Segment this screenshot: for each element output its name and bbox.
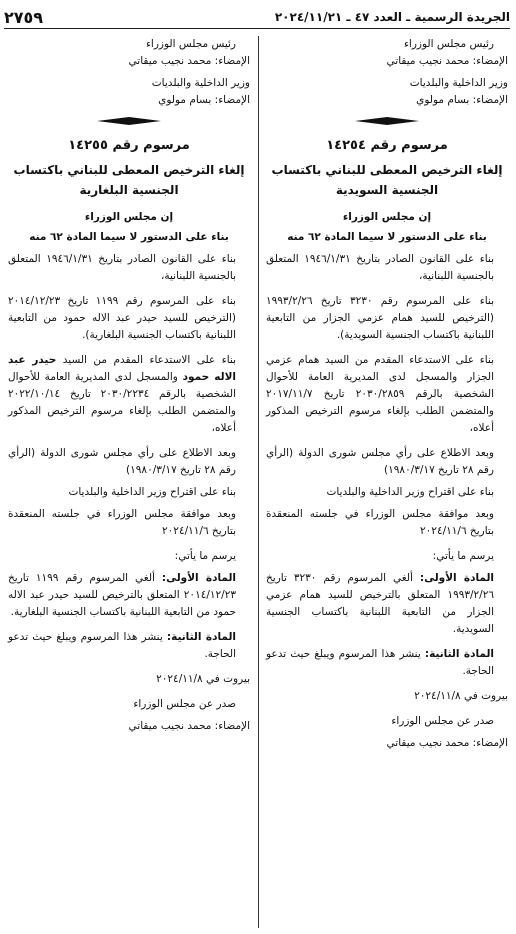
constitution-heading: بناء على الدستور لا سيما المادة ٦٢ منه xyxy=(287,230,487,243)
decree-14255-column xyxy=(8,36,250,735)
section-separator xyxy=(97,117,161,125)
decree-14254-column xyxy=(266,36,508,752)
page-number: ٢٧٥٩ xyxy=(4,7,44,27)
pm-title: رئيس مجلس الوزراء xyxy=(403,38,494,50)
article-1 xyxy=(8,570,250,621)
decree-subtitle xyxy=(8,160,250,201)
article-1 xyxy=(266,570,508,638)
place-date: بيروت في ٢٠٢٤/١١/٨ xyxy=(156,672,250,685)
recital-proposal: بناء على اقتراح وزير الداخلية والبلديات xyxy=(68,485,236,498)
decree-subtitle-line-2: الجنسية البلغارية xyxy=(79,183,179,198)
issued-by: صدر عن مجلس الوزراء xyxy=(133,697,236,710)
pm-signature: الإمضاء: محمد نجيب ميقاتي xyxy=(128,55,250,67)
decree-subtitle-line-1: إلغاء الترخيص المعطى للبناني باكتساب xyxy=(271,163,503,178)
recital-petition-part-2: والمسجل لدى المديرية العامة للأحوال الشخصية بالرقم ٢٠٣٠/٢٢٣٤ تاريخ ٢٠٢٢/١٠/١٤ والمتضمن الطلب بإلغاء مرسوم الترخيص المذكور أعلاه، xyxy=(8,370,236,434)
decree-title: مرسوم رقم ١٤٢٥٥ xyxy=(68,138,190,153)
article-2 xyxy=(266,646,508,680)
decree-formula: يرسم ما يأتي: xyxy=(174,549,236,562)
article-1-text: ألغي المرسوم رقم ٣٢٣٠ تاريخ ١٩٩٣/٢/٢٦ المتعلق بالترخيص للسيد همام عزمي الجزار من التابعية اللبنانية باكتساب الجنسية السويدية. xyxy=(266,571,494,635)
decree-formula: يرسم ما يأتي: xyxy=(432,549,494,562)
recital-decree: بناء على المرسوم رقم ٣٢٣٠ تاريخ ١٩٩٣/٢/٢٦ (الترخيص للسيد همام عزمي الجزار من التابعية اللبنانية باكتساب الجنسية السويدية). xyxy=(266,294,494,341)
publication-title: الجريدة الرسمية ـ العدد ٤٧ ـ ٢٠٢٤/١١/٢١ xyxy=(274,10,510,24)
recital-petition: بناء على الاستدعاء المقدم من السيد همام عزمي الجزار والمسجل لدى المديرية العامة للأحوال الشخصية بالرقم ٢٠٣٠/٢٨٥٩ تاريخ ٢٠١٧/١١/٧ والمتضمن الطلب بإلغاء مرسوم الترخيص المذكور أعلاه، xyxy=(266,353,494,434)
recital-petition xyxy=(8,352,250,437)
council-heading: إن مجلس الوزراء xyxy=(342,210,432,223)
recital-law: بناء على القانون الصادر بتاريخ ١٩٤٦/١/٣١ المتعلق بالجنسية اللبنانية، xyxy=(266,252,494,282)
recital-council-opinion: وبعد الاطلاع على رأي مجلس شورى الدولة (الرأي رقم ٢٨ تاريخ ١٩٨٠/٣/١٧) xyxy=(8,446,236,476)
issued-by: صدر عن مجلس الوزراء xyxy=(391,714,494,727)
article-1-label: المادة الأولى: xyxy=(161,571,236,584)
minister-signature: الإمضاء: بسام مولوي xyxy=(158,94,250,106)
minister-signature: الإمضاء: بسام مولوي xyxy=(416,94,508,106)
constitution-heading: بناء على الدستور لا سيما المادة ٦٢ منه xyxy=(29,230,229,243)
recital-approval: وبعد موافقة مجلس الوزراء في جلسته المنعقدة بتاريخ ٢٠٢٤/١١/٦ xyxy=(266,507,494,537)
recital-law: بناء على القانون الصادر بتاريخ ١٩٤٦/١/٣١ المتعلق بالجنسية اللبنانية، xyxy=(8,252,236,282)
pm-title: رئيس مجلس الوزراء xyxy=(145,38,236,50)
closing-signature: الإمضاء: محمد نجيب ميقاتي xyxy=(128,719,250,732)
recital-council-opinion: وبعد الاطلاع على رأي مجلس شورى الدولة (الرأي رقم ٢٨ تاريخ ١٩٨٠/٣/١٧) xyxy=(266,446,494,476)
article-2-label: المادة الثانية: xyxy=(166,630,236,643)
place-date: بيروت في ٢٠٢٤/١١/٨ xyxy=(414,689,508,702)
section-separator xyxy=(355,117,419,125)
decree-subtitle-line-1: إلغاء الترخيص المعطى للبناني باكتساب xyxy=(13,163,245,178)
minister-title: وزير الداخلية والبلديات xyxy=(151,77,250,89)
decree-subtitle-line-2: الجنسية السويدية xyxy=(335,183,439,198)
decree-subtitle xyxy=(266,160,508,201)
recital-petition-part-1: بناء على الاستدعاء المقدم من السيد xyxy=(56,353,236,366)
applicant-name: حيدر عبد الاله حمود xyxy=(8,353,236,383)
article-2-text: ينشر هذا المرسوم ويبلغ حيث تدعو الحاجة. xyxy=(8,630,236,660)
article-2-text: ينشر هذا المرسوم ويبلغ حيث تدعو الحاجة. xyxy=(266,647,494,677)
article-1-text: ألغي المرسوم رقم ١١٩٩ تاريخ ٢٠١٤/١٢/٢٣ المتعلق بالترخيص للسيد حيدر عبد الاله حمود من التابعية اللبنانية باكتساب الجنسية البلغارية. xyxy=(8,571,236,618)
recital-decree: بناء على المرسوم رقم ١١٩٩ تاريخ ٢٠١٤/١٢/٢٣ (الترخيص للسيد حيدر عبد الاله حمود من التابعية اللبنانية باكتساب الجنسية البلغارية). xyxy=(8,294,236,341)
article-2-label: المادة الثانية: xyxy=(424,647,494,660)
pm-signature: الإمضاء: محمد نجيب ميقاتي xyxy=(386,55,508,67)
article-2 xyxy=(8,629,250,663)
council-heading: إن مجلس الوزراء xyxy=(84,210,174,223)
closing-signature: الإمضاء: محمد نجيب ميقاتي xyxy=(386,736,508,749)
page-header xyxy=(4,6,510,29)
recital-approval: وبعد موافقة مجلس الوزراء في جلسته المنعقدة بتاريخ ٢٠٢٤/١١/٦ xyxy=(8,507,236,537)
minister-title: وزير الداخلية والبلديات xyxy=(409,77,508,89)
article-1-label: المادة الأولى: xyxy=(419,571,494,584)
column-divider xyxy=(258,36,259,928)
recital-proposal: بناء على اقتراح وزير الداخلية والبلديات xyxy=(326,485,494,498)
decree-title: مرسوم رقم ١٤٢٥٤ xyxy=(326,138,448,153)
